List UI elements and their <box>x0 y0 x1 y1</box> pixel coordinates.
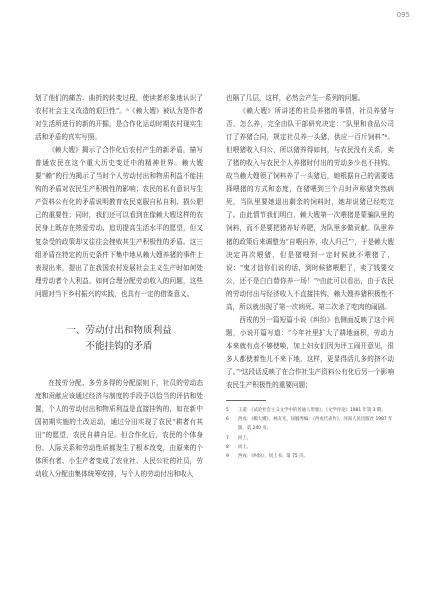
right-column <box>226 92 394 461</box>
body-paragraph: 在按劳分配、多劳多得的分配原则下，社员的劳动态度和贡献应该通过经济与制度的手段予以恰当的评估和处置，个人的劳动付出和物质利益是直接挂钩的，如在新中国初期实施的土改运动，通过分田实现了农民“耕者有其田”的愿望，农民自耕自足。但合作化后，农民的个体身份、人际关系和劳动性质都发生了根本改变，由原来的个体所有者、小生产者变成了农业社、人民公社的社员，劳动收入分配由集体统筹安排，与个人的劳动付出和收入 <box>35 378 203 479</box>
footnote-text: 王道：《试论社会主义文学中的普通人形象》，《文学评论》1981 年第 3 期。 <box>238 408 386 414</box>
footnote-text: 西戎：《纠纷》，同上书，第 75 页。 <box>238 454 308 460</box>
body-paragraph: 西戎的另一篇短篇小说《纠纷》也侧面反映了这个问题，小说开篇写道：“今年社里扩大了耕地面积，劳动力本来就有点不够使唤，加上妇女们因为评工闹开意见，很多人都使着性儿不来下地，这样，更显得活儿多的挤不动了。”⁹这段话反映了在合作社生产资料公有化后另一个影响农民生产积极性的重要问题； <box>226 315 394 390</box>
footnote-number: 6 <box>226 417 229 423</box>
footnote <box>226 415 394 433</box>
footnote <box>226 434 394 443</box>
footnote-text: 西戎：《赖大嫂》，林友光、屈毓秀编：《西戎代表作》，河南人民出版社 1987 年版，第 240 页。 <box>238 417 393 432</box>
footnote <box>226 452 394 461</box>
footnote-text: 同上。 <box>238 435 252 441</box>
footnote-number: 5 <box>226 408 229 414</box>
body-paragraph: 《赖大嫂》揭示了合作化后农村产生的新矛盾，描写普通农民在这个重大历史变迁中的精神世界。赖大嫂要“赖”的行为揭示了当时个人劳动付出和物质利益不能挂钩的矛盾对农民生产积极性的影响；农民的私有意识与生产资料公有化的矛盾说明教育农民克服自私自利、损公肥己的重要性；同时，我们还可以看到在像赖大嫂这样的农民身上既存在热爱劳动、追切提高生活水平的愿望，但又复杂受的政策却又往往会挫败其生产积极性的矛盾。这三组矛盾在特定的历史条件下集中地从赖大嫂养猪的事件上表现出来，提出了在我国农村发展社会主义生产时如何处理劳动者个人利益、如何合理分配劳动收入的问题，这些问题对当下乡村振兴的实践，也具有一定的借鉴意义。 <box>35 146 203 298</box>
footnote-text: 同上。 <box>238 444 252 450</box>
footnote-number: 9 <box>226 454 229 460</box>
footnote-number: 7 <box>226 435 229 441</box>
section-heading-line: 一、劳动付出和物质利益 <box>66 324 172 336</box>
section-heading <box>35 323 203 355</box>
footnotes <box>226 406 394 461</box>
footnote <box>226 443 394 452</box>
body-paragraph: 也隔了几层，这样，必然会产生一系列的问题。 <box>226 94 365 102</box>
footnote <box>226 406 394 415</box>
body-paragraph: 《赖大嫂》所讲述的社员养猪的事情，社员养猪与否、怎么养，完全由队干部研究决定：“队里和食品公司订了养猪合同，规定社员养一头猪，供应一百斤饲料”⁶。但喂猪收入归公，所以猪养得如何，与农民没有关系，卖了猪的收入与农民个人养猪时付出的劳动多少也不挂钩。故当赖大嫂领了饲料养了一头猪后，她根据自己的需要选择喂猪的方式和态度，在猪喂到三个月时声称猪突然病死，当队里要她退出剩余的饲料时，她却说猪已经吃完了。由此情节我们明白，赖大嫂第一次喂猪是蒙骗队里的饲料，而不是要把猪养好养肥，为队里多做贡献。队里养猪的政策后来调整为“自喂自养，收入归己”⁷，于是赖大嫂决定再次喂猪，但是猪喂到一定时候就不喂猪了，说：“鬼才信你们说的话，到时候猪喂肥了，卖了钱要交公，还不是白白替你养一场！”⁸由此可以看出，由于农民的劳动付出与经济收入不直接挂钩，赖大嫂养猪积极性不高，所以就出现了第一次病死、第二次杀了吃肉的闹剧。 <box>226 107 394 311</box>
footnote-divider <box>226 400 266 401</box>
body-paragraph: 划了他们的痛苦、曲折的转变过程，使读者形象地认识了农村社会主义改造的艰巨性”。⁵《赖大嫂》被认为是作者对生活所进行的新的开掘，是合作化运动时期农村现实生活和矛盾的真实写照。 <box>35 94 203 142</box>
left-column <box>35 92 203 481</box>
footnote-number: 8 <box>226 444 229 450</box>
page-number: 095 <box>396 11 410 19</box>
section-heading-line: 不能挂钩的矛盾 <box>85 340 153 352</box>
